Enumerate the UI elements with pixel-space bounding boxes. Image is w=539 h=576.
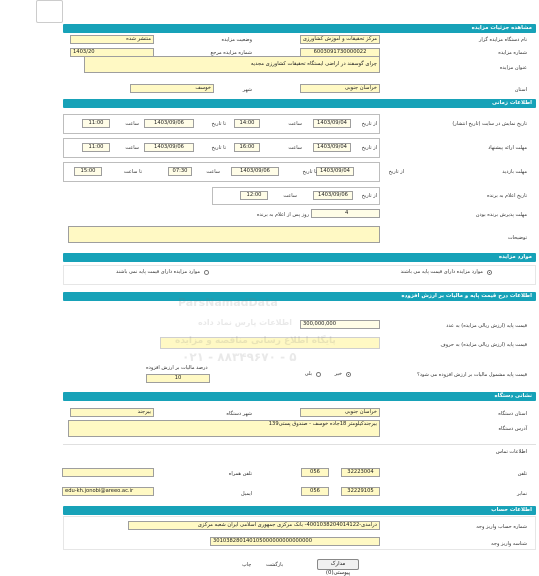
- visit-to-hour-label: تا ساعت: [123, 169, 142, 175]
- email-field: edu-kh.jonobi@areeo.ac.ir: [62, 487, 154, 496]
- account-number-field: درآمدی-4001038204014122- بانک مرکزی جمهوری اسلامی ایران شعبه مرکزی: [128, 521, 380, 530]
- watermark-phone: ۰۲۱ - ۸۸۳۴۹۶۷۰ - ۵: [182, 350, 297, 364]
- base-price-number-field[interactable]: 300,000,000: [300, 320, 380, 329]
- display-to-hour-label: ساعت: [125, 121, 139, 127]
- visit-to-date-field[interactable]: 1403/09/06: [231, 167, 279, 176]
- winner-date-field[interactable]: 1403/09/06: [313, 191, 353, 200]
- no-base-price-radio[interactable]: [204, 270, 209, 275]
- display-to-label: تا تاریخ: [211, 121, 226, 127]
- winner-hour-label: ساعت: [283, 193, 297, 199]
- fax-field: 32229105: [341, 487, 380, 496]
- account-number-label: شماره حساب واریز وجه: [476, 524, 527, 530]
- auction-title-label: عنوان مزایده: [499, 65, 527, 71]
- visit-deadline-label: مهلت بازدید: [502, 169, 527, 175]
- vat-no-label: خیر: [334, 371, 342, 377]
- offer-from-time-field[interactable]: 16:00: [234, 143, 260, 152]
- winner-time-field[interactable]: 12:00: [240, 191, 268, 200]
- vat-question-label: قیمت پایه مشمول مالیات بر ارزش افزوده می شود؟: [417, 372, 527, 378]
- winner-from-label: از تاریخ: [361, 193, 377, 199]
- visit-from-date-field[interactable]: 1403/09/04: [316, 167, 354, 176]
- section-header-time-info: اطلاعات زمانی: [63, 99, 536, 108]
- ref-number-label: شماره مزایده مرجع: [210, 50, 252, 56]
- base-price-number-label: قیمت پایه (ارزش ریالی مزایده) به عدد: [446, 323, 527, 329]
- acceptance-suffix: روز پس از اعلام به برنده: [256, 212, 309, 218]
- no-base-price-label: موارد مزایده دارای قیمت پایه نمی باشند: [116, 269, 200, 275]
- phone-field: 32223004: [341, 468, 380, 477]
- base-price-words-field: [160, 337, 380, 349]
- offer-from-date-field[interactable]: 1403/09/04: [313, 143, 351, 152]
- status-label: وضعیت مزایده: [221, 37, 252, 43]
- visit-to-time-field[interactable]: 15:00: [74, 167, 102, 176]
- phone-code-field: 056: [301, 468, 329, 477]
- email-label: ایمیل: [241, 491, 252, 497]
- status-field: منتشر شده: [70, 35, 154, 44]
- auction-number-label: شماره مزایده: [498, 50, 527, 56]
- has-base-price-label: موارد مزایده دارای قیمت پایه می باشند: [400, 269, 483, 275]
- phone-label: تلفن: [517, 471, 527, 477]
- watermark-brand: ParsNamadData: [178, 296, 278, 309]
- city-label: شهر: [242, 87, 252, 93]
- device-city-label: شهر دستگاه: [226, 411, 252, 417]
- section-header-account-info: اطلاعات حساب: [63, 506, 536, 515]
- org-field: مرکز تحقیقات و اموزش کشاورزی: [300, 35, 380, 44]
- section-header-price-info: اطلاعات درج قیمت پایه و مالیات بر ارزش افزوده: [63, 292, 536, 301]
- province-field: خراسان جنوبی: [300, 84, 380, 93]
- fax-label: نمابر: [517, 491, 527, 497]
- account-id-label: شناسه واریز وجه: [491, 541, 527, 547]
- contact-separator: [63, 444, 536, 445]
- offer-from-hour-label: ساعت: [288, 145, 302, 151]
- acceptance-days-field[interactable]: 4: [311, 209, 380, 218]
- section-header-device-info: نشانی دستگاه: [63, 392, 536, 401]
- org-label: نام دستگاه مزایده گزار: [478, 37, 527, 43]
- offer-to-time-field[interactable]: 11:00: [82, 143, 110, 152]
- vat-no-radio[interactable]: [346, 372, 351, 377]
- visit-to-label: تا تاریخ: [302, 169, 317, 175]
- section-header-auction-details: مشاهده جزئیات مزایده: [63, 24, 536, 33]
- offer-to-hour-label: ساعت: [125, 145, 139, 151]
- auction-title-field: چرای گوسفند در اراضی ایستگاه تحقیقات کشاورزی مجدیه: [84, 56, 380, 73]
- notes-field: [68, 226, 380, 243]
- base-price-words-label: قیمت پایه (ارزش ریالی مزایده) به حروف: [440, 342, 527, 348]
- display-date-label: تاریخ نمایش در سایت (تاریخ انتشار): [452, 121, 527, 127]
- fax-code-field: 056: [301, 487, 329, 496]
- notes-label: توضیحات: [507, 235, 527, 241]
- account-id-field: 301038280140105000000000000000: [210, 537, 380, 546]
- device-city-field: بیرجند: [70, 408, 154, 417]
- display-from-label: از تاریخ: [361, 121, 377, 127]
- section-header-auction-items: موارد مزایده: [63, 253, 536, 262]
- mobile-field: [62, 468, 154, 477]
- display-from-date-field[interactable]: 1403/09/04: [313, 119, 351, 128]
- display-from-hour-label: ساعت: [288, 121, 302, 127]
- display-to-date-field[interactable]: 1403/09/06: [144, 119, 194, 128]
- contact-info-label: اطلاعات تماس: [495, 449, 527, 455]
- device-address-field: بیرجندکیلومتر 18جاده خوسف - صندوق پستی139: [68, 420, 380, 437]
- auction-number-field: 6003091730000022: [300, 48, 380, 57]
- province-label: استان: [514, 87, 527, 93]
- visit-from-time-field[interactable]: 07:30: [168, 167, 192, 176]
- device-province-field: خراسان جنوبی: [300, 408, 380, 417]
- ref-number-field: 1403/20: [70, 48, 154, 57]
- mobile-label: تلفن همراه: [228, 471, 252, 477]
- watermark-fa1: اطلاعات پارس نماد داده: [198, 318, 293, 327]
- back-link[interactable]: بازگشت: [266, 562, 284, 568]
- device-province-label: استان دستگاه: [498, 411, 527, 417]
- vat-percent-field: 10: [146, 374, 210, 383]
- offer-deadline-label: مهلت ارائه پیشنهاد: [488, 145, 527, 151]
- device-address-label: آدرس دستگاه: [498, 426, 527, 432]
- has-base-price-radio[interactable]: [487, 270, 492, 275]
- vat-yes-radio[interactable]: [316, 372, 321, 377]
- visit-from-label: از تاریخ: [388, 169, 404, 175]
- vat-percent-label: درصد مالیات بر ارزش افزوده: [146, 365, 208, 371]
- city-field: خوسف: [130, 84, 214, 93]
- site-logo: [36, 0, 63, 23]
- account-box: [63, 516, 536, 550]
- offer-to-date-field[interactable]: 1403/09/06: [144, 143, 194, 152]
- acceptance-label: مهلت پذیرش برنده بودن: [475, 212, 527, 218]
- offer-to-label: تا تاریخ: [211, 145, 226, 151]
- display-from-time-field[interactable]: 14:00: [234, 119, 260, 128]
- print-link[interactable]: چاپ: [242, 562, 252, 568]
- winner-announce-label: تاریخ اعلام به برنده: [486, 193, 527, 199]
- attachments-button[interactable]: مدارک پیوستی(0): [317, 559, 359, 570]
- offer-from-label: از تاریخ: [361, 145, 377, 151]
- vat-yes-label: بلی: [304, 371, 312, 377]
- visit-from-hour-label: ساعت: [206, 169, 220, 175]
- display-to-time-field[interactable]: 11:00: [82, 119, 110, 128]
